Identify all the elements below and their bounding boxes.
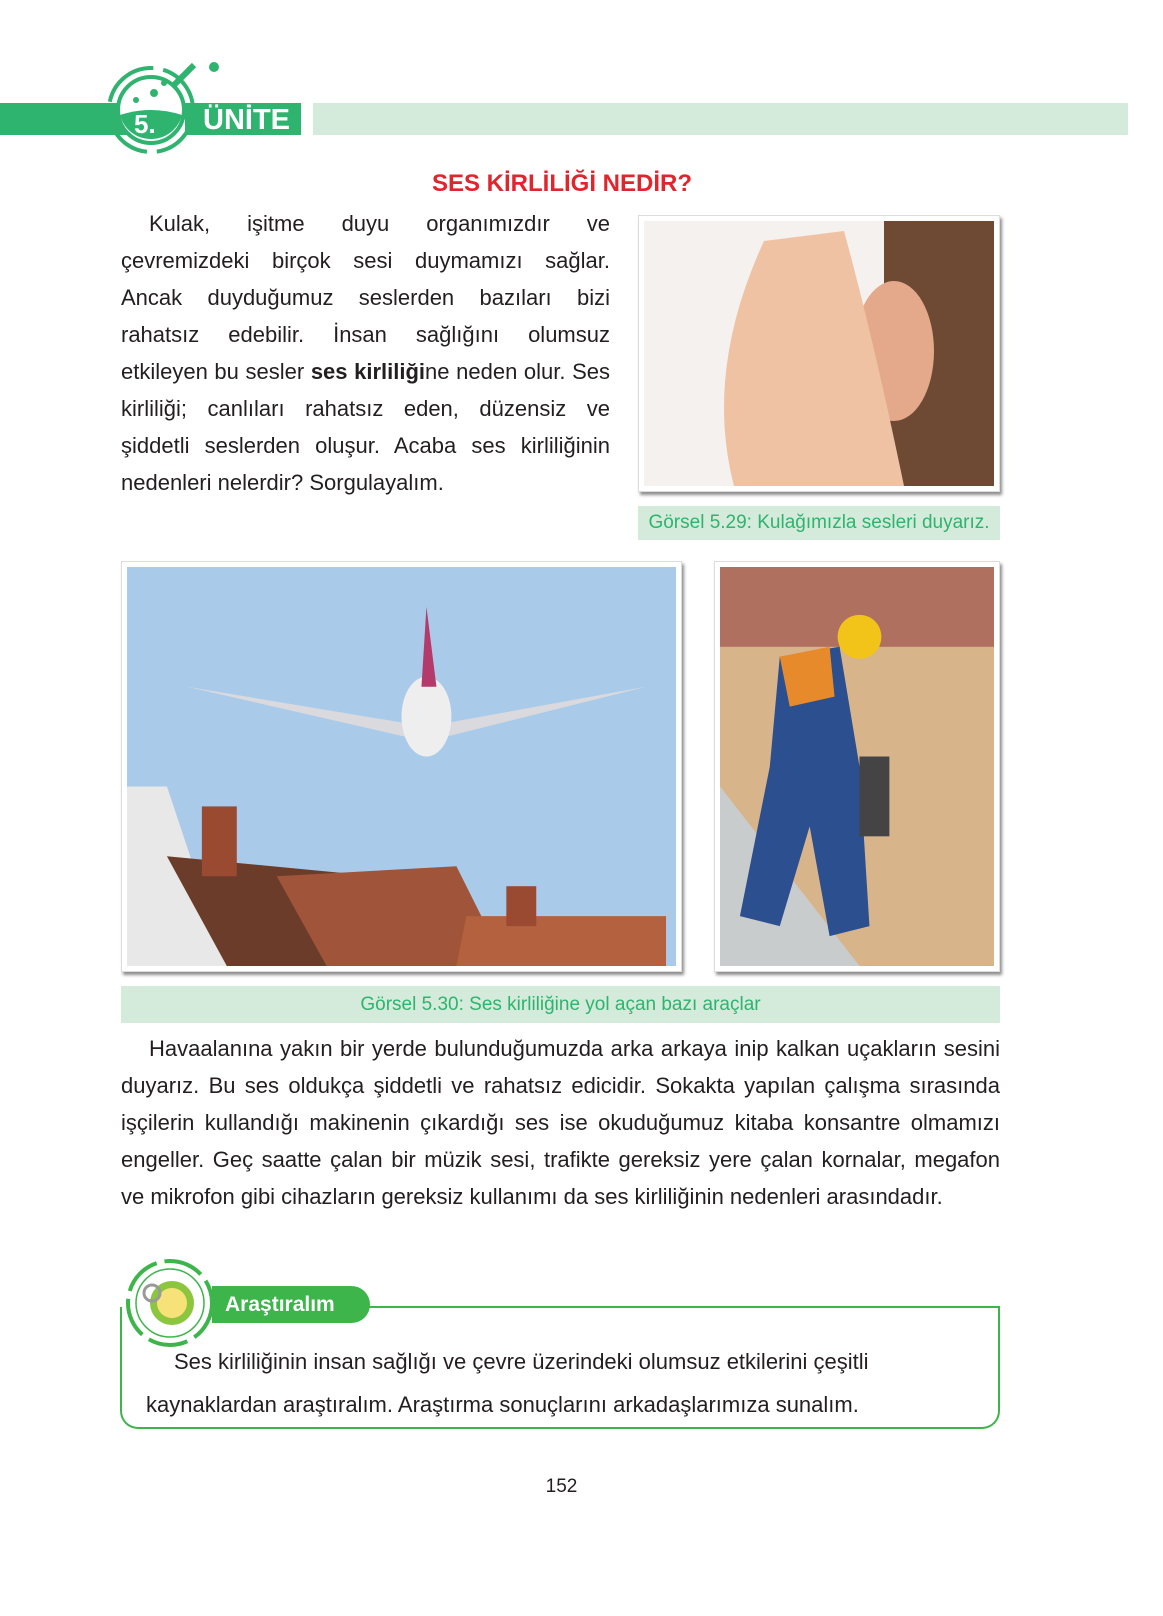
body-paragraph [121,1030,1000,1215]
header-bar-right [313,103,1128,135]
research-box-corner [998,1306,1000,1326]
intro-text-rest: ne neden olur. Ses kirliliği; canlıları rahatsız eden, düzensiz ve şiddetli seslerden oluşur. Acaba ses kirliliğinin nedenleri nelerdir? Sorgulayalım. [121,359,611,495]
ear-caption: Görsel 5.29: Kulağımızla sesleri duyarız. [638,506,1000,540]
airplane-photo [121,561,682,972]
tools-caption: Görsel 5.30: Ses kirliliğine yol açan bazı araçlar [121,986,1000,1023]
alarm-clock-mascot-icon [122,1258,217,1348]
intro-paragraph [121,205,610,501]
unit-label: ÜNİTE [185,103,301,135]
research-text-content: Ses kirliliğinin insan sağlığı ve çevre üzerindeki olumsuz etkilerini çeşitli kaynaklardan araştıralım. Araştırma sonuçlarını arkadaşlarımıza sunalım. [146,1349,869,1417]
research-text [146,1340,976,1426]
page-number: 152 [545,1476,578,1497]
research-box-top-line [360,1306,1000,1308]
body-text: Havaalanına yakın bir yerde bulunduğumuzda arka arkaya inip kalkan uçakların sesini duyarız. Bu ses oldukça şiddetli ve rahatsız edicidir. Sokakta yapılan çalışma sırasında işçilerin kullandığı makinenin çıkardığı ses ise okuduğumuz kitaba konsantre olmamızı engeller. Geç saatte çalan bir müzik sesi, trafikte gereksiz yere çalan kornalar, megafon ve mikrofon gibi cihazların gereksiz kullanımı da ses kirliliğinin nedenleri arasındadır. [121,1036,1000,1209]
intro-text: Kulak, işitme duyu organımızdır ve çevremizdeki birçok sesi duymamızı sağlar. Ancak duyduğumuz seslerden bazıları bizi rahatsız edebilir. İnsan sağlığını olumsuz etkileyen bu sesler [121,211,610,384]
section-title: SES KİRLİLİĞİ NEDİR? [431,170,692,197]
jackhammer-worker-photo [714,561,1000,972]
key-term: ses kirliliği [310,359,426,384]
svg-text:5.: 5. [134,109,156,139]
ear-photo [638,215,1000,492]
research-label: Araştıralım [212,1286,370,1323]
